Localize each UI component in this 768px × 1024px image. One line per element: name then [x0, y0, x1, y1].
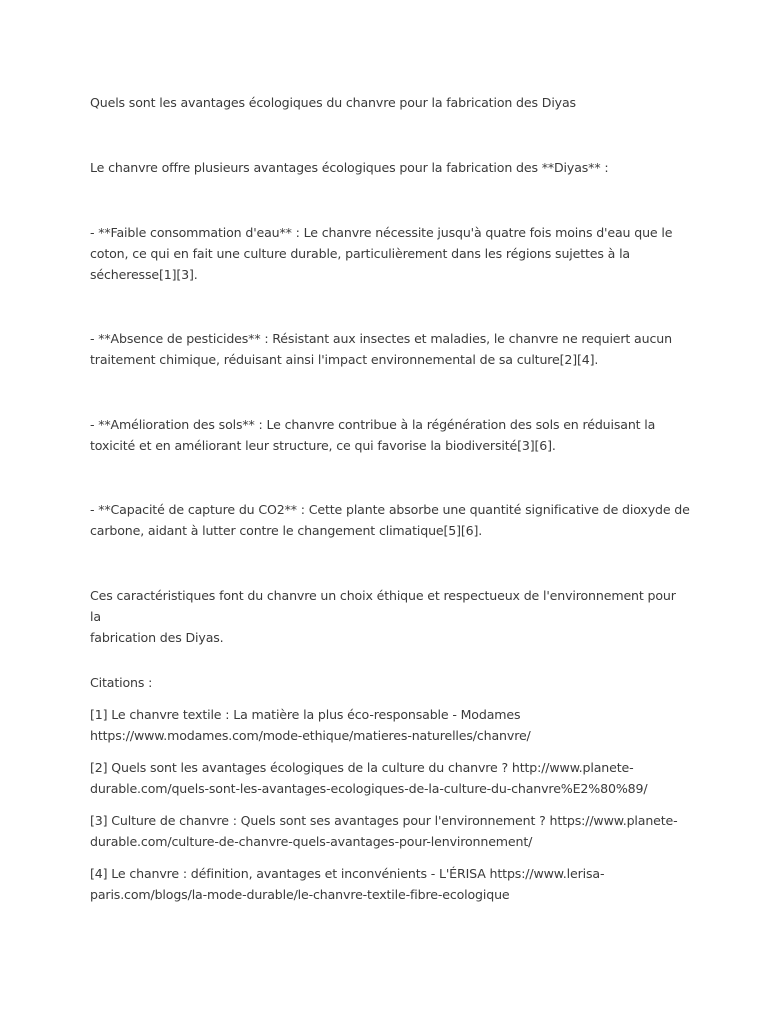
citation-url[interactable]: paris.com/blogs/la-mode-durable/le-chanvre-textile-fibre-ecologique	[90, 887, 510, 902]
point-pesticides	[90, 328, 690, 370]
citations-heading-text: Citations :	[90, 675, 153, 690]
point-soil	[90, 414, 690, 456]
point-line: carbone, aidant à lutter contre le changement climatique[5][6].	[90, 523, 483, 538]
point-line: - **Capacité de capture du CO2** : Cette plante absorbe une quantité significative de dioxyde de	[90, 502, 690, 517]
citation-4	[90, 863, 690, 905]
intro-text: Le chanvre offre plusieurs avantages écologiques pour la fabrication des **Diyas** :	[90, 160, 609, 175]
citation-1	[90, 704, 690, 746]
conclusion-paragraph	[90, 585, 690, 648]
citation-title: [1] Le chanvre textile : La matière la plus éco-responsable - Modames	[90, 707, 521, 722]
point-co2	[90, 499, 690, 541]
point-line: - **Absence de pesticides** : Résistant aux insectes et maladies, le chanvre ne requiert aucun	[90, 331, 672, 346]
question-heading	[90, 92, 690, 113]
citation-url[interactable]: https://www.modames.com/mode-ethique/matieres-naturelles/chanvre/	[90, 728, 531, 743]
point-water	[90, 222, 690, 285]
citation-2	[90, 757, 690, 799]
citation-title[interactable]: [4] Le chanvre : définition, avantages et inconvénients - L'ÉRISA https://www.lerisa-	[90, 866, 605, 881]
point-line: - **Faible consommation d'eau** : Le chanvre nécessite jusqu'à quatre fois moins d'eau que le	[90, 225, 673, 240]
conclusion-line: fabrication des Diyas.	[90, 630, 224, 645]
citation-url[interactable]: durable.com/quels-sont-les-avantages-ecologiques-de-la-culture-du-chanvre%E2%80%89/	[90, 781, 648, 796]
citation-title[interactable]: [2] Quels sont les avantages écologiques de la culture du chanvre ? http://www.planete-	[90, 760, 634, 775]
question-text: Quels sont les avantages écologiques du chanvre pour la fabrication des Diyas	[90, 95, 576, 110]
conclusion-line: Ces caractéristiques font du chanvre un choix éthique et respectueux de l'environnement pour la	[90, 588, 676, 624]
point-line: traitement chimique, réduisant ainsi l'impact environnemental de sa culture[2][4].	[90, 352, 599, 367]
citation-title[interactable]: [3] Culture de chanvre : Quels sont ses avantages pour l'environnement ? https://www.planete-	[90, 813, 678, 828]
citations-heading	[90, 672, 690, 693]
point-line: sécheresse[1][3].	[90, 267, 198, 282]
point-line: - **Amélioration des sols** : Le chanvre contribue à la régénération des sols en réduisant la	[90, 417, 656, 432]
point-line: toxicité et en améliorant leur structure, ce qui favorise la biodiversité[3][6].	[90, 438, 556, 453]
citation-url[interactable]: durable.com/culture-de-chanvre-quels-avantages-pour-lenvironnement/	[90, 834, 533, 849]
point-line: coton, ce qui en fait une culture durable, particulièrement dans les régions sujettes à la	[90, 246, 630, 261]
citation-3	[90, 810, 690, 852]
intro-paragraph	[90, 157, 690, 178]
